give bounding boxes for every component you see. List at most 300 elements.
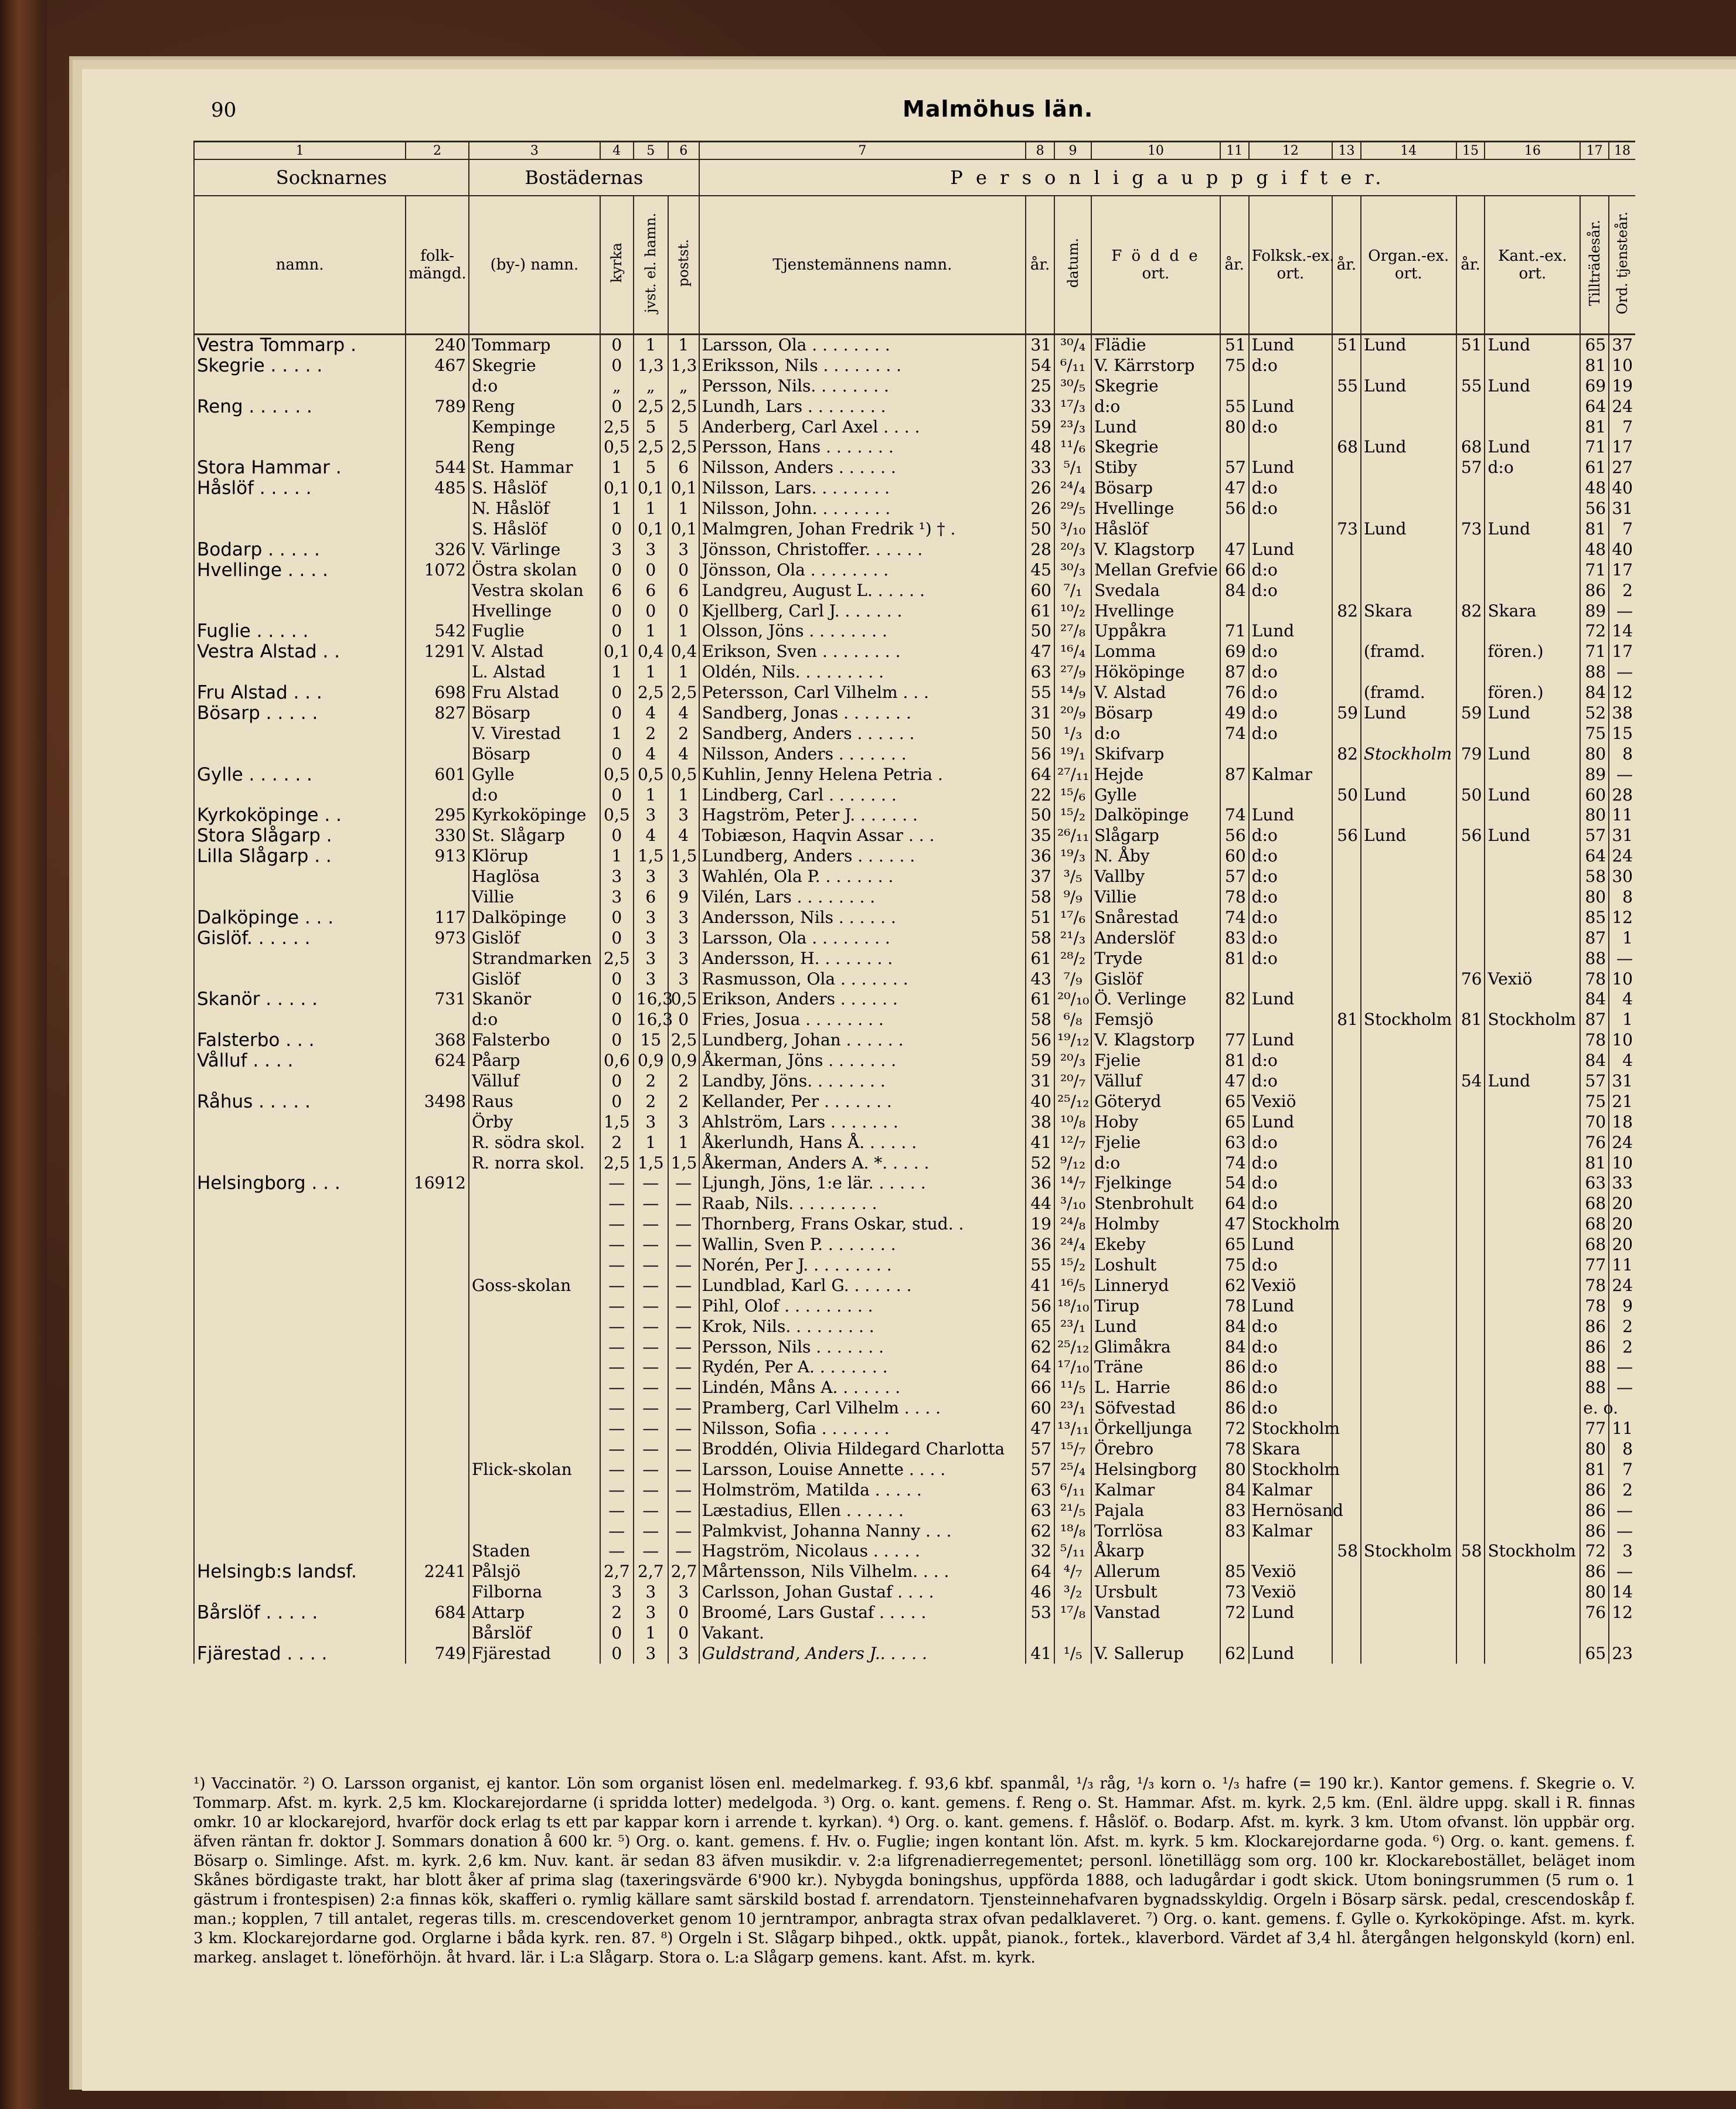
table-cell	[194, 1357, 406, 1378]
table-cell: Stockholm	[1361, 1541, 1456, 1562]
table-cell: 68	[1456, 437, 1485, 458]
parish-register-table	[193, 141, 1635, 1664]
table-cell: —	[634, 1275, 668, 1296]
table-cell: 0	[600, 334, 634, 355]
table-cell: 59	[1026, 1051, 1054, 1071]
table-cell	[1361, 1480, 1456, 1500]
table-row	[194, 1030, 1635, 1051]
table-cell	[194, 601, 406, 621]
table-cell: 36	[1026, 1173, 1054, 1194]
table-cell: V. Alstad	[469, 642, 600, 662]
table-cell: Göteryd	[1091, 1091, 1220, 1112]
header-folksk-ar: år.	[1220, 196, 1249, 334]
table-cell: 31	[1026, 334, 1054, 355]
table-cell: d:o	[1249, 1051, 1332, 1071]
table-cell: 86	[1580, 580, 1609, 601]
table-cell: Hvellinge . . . .	[194, 560, 406, 580]
table-cell	[406, 1459, 469, 1480]
table-cell: ²⁶/₁₁	[1054, 826, 1091, 846]
table-cell: ¹⁹/₃	[1054, 846, 1091, 867]
table-cell: Pihl, Olof . . . . . . . . .	[699, 1296, 1026, 1316]
table-cell: ¹⁹/₁₂	[1054, 1030, 1091, 1051]
table-cell	[1361, 948, 1456, 969]
table-cell	[1361, 1582, 1456, 1603]
table-cell: —	[1609, 662, 1635, 683]
table-cell: ¹⁰/₂	[1054, 601, 1091, 621]
table-cell: 0,9	[634, 1051, 668, 1071]
table-cell: ²⁸/₂	[1054, 948, 1091, 969]
table-cell: Petersson, Carl Vilhelm . . .	[699, 683, 1026, 703]
table-cell	[1332, 580, 1361, 601]
table-row	[194, 621, 1635, 642]
table-cell: 49	[1220, 703, 1249, 724]
table-cell: 88	[1580, 1378, 1609, 1398]
table-cell: Lund	[1249, 1235, 1332, 1255]
table-cell: Vakant.	[699, 1623, 1026, 1644]
table-cell: 3	[668, 539, 699, 560]
table-cell: ⁵/₁₁	[1054, 1541, 1091, 1562]
table-cell	[469, 1521, 600, 1541]
table-cell: ⁶/₁₁	[1054, 355, 1091, 376]
header-ord-tjenstear-label: Ord. tjensteår.	[1614, 211, 1631, 314]
table-cell: Tommarp	[469, 334, 600, 355]
table-cell: Lundblad, Karl G. . . . . . .	[699, 1275, 1026, 1296]
table-cell	[1456, 1562, 1485, 1582]
table-cell	[1361, 846, 1456, 867]
column-number: 14	[1361, 142, 1456, 160]
table-cell	[1332, 1132, 1361, 1153]
table-cell	[406, 1623, 469, 1644]
table-cell: Stockholm	[1249, 1419, 1332, 1439]
table-cell: 51	[1456, 334, 1485, 355]
table-row	[194, 601, 1635, 621]
table-cell: 15	[634, 1030, 668, 1051]
table-row	[194, 1316, 1635, 1337]
table-cell: Bårslöf . . . . .	[194, 1603, 406, 1623]
table-cell	[1456, 560, 1485, 580]
table-cell	[1332, 662, 1361, 683]
table-cell: 63	[1026, 1500, 1054, 1521]
header-fodd-ar: år.	[1026, 196, 1054, 334]
table-cell	[194, 744, 406, 764]
table-cell: —	[668, 1398, 699, 1419]
table-cell	[1485, 887, 1580, 908]
table-cell: fören.)	[1485, 683, 1580, 703]
table-cell: 56	[1456, 826, 1485, 846]
table-cell	[1361, 1030, 1456, 1051]
table-cell: 20	[1609, 1214, 1635, 1235]
table-cell: 5	[668, 417, 699, 437]
table-cell: 89	[1580, 764, 1609, 785]
table-cell: d:o	[1249, 1132, 1332, 1153]
table-cell: ²⁵/₁₂	[1054, 1091, 1091, 1112]
table-cell	[406, 580, 469, 601]
table-cell: 74	[1220, 907, 1249, 928]
table-cell: 61	[1026, 601, 1054, 621]
table-cell: Hejde	[1091, 764, 1220, 785]
table-cell: 89	[1580, 601, 1609, 621]
table-cell: ¹/₅	[1054, 1644, 1091, 1664]
table-cell: Reng	[469, 437, 600, 458]
table-cell: Örby	[469, 1112, 600, 1132]
table-cell: 2	[668, 1071, 699, 1092]
table-cell: 28	[1609, 785, 1635, 805]
table-cell: 3	[634, 1603, 668, 1623]
table-cell: 789	[406, 396, 469, 417]
table-cell: 37	[1609, 334, 1635, 355]
table-cell	[1485, 764, 1580, 785]
table-cell: —	[668, 1439, 699, 1460]
table-row	[194, 969, 1635, 989]
table-cell	[1456, 1051, 1485, 1071]
table-cell	[469, 1480, 600, 1500]
table-cell	[1485, 499, 1580, 519]
table-cell	[1361, 417, 1456, 437]
table-cell: 2,5	[600, 417, 634, 437]
table-cell	[1456, 642, 1485, 662]
table-cell: Tryde	[1091, 948, 1220, 969]
table-cell	[1332, 683, 1361, 703]
table-cell: 76	[1580, 1132, 1609, 1153]
table-cell: Staden	[469, 1541, 600, 1562]
table-cell	[1456, 1112, 1485, 1132]
table-cell	[1332, 1112, 1361, 1132]
header-socknarnes: Socknarnes	[194, 159, 469, 196]
table-cell: Lund	[1249, 396, 1332, 417]
table-cell	[1456, 355, 1485, 376]
table-cell	[1332, 355, 1361, 376]
header-postst	[668, 196, 699, 334]
table-cell	[469, 1194, 600, 1214]
table-cell: d:o	[1249, 1071, 1332, 1092]
table-cell	[406, 417, 469, 437]
table-cell	[469, 1316, 600, 1337]
table-cell: Malmgren, Johan Fredrik ¹) † .	[699, 519, 1026, 540]
table-cell: 0	[600, 1071, 634, 1092]
table-cell: Carlsson, Johan Gustaf . . . .	[699, 1582, 1026, 1603]
table-cell: Pajala	[1091, 1500, 1220, 1521]
table-cell: ²⁰/₉	[1054, 703, 1091, 724]
table-cell: 20	[1609, 1235, 1635, 1255]
table-cell: d:o	[1249, 1398, 1332, 1419]
table-cell: ¹¹/₅	[1054, 1378, 1091, 1398]
table-cell	[1332, 499, 1361, 519]
table-cell: 0,5	[600, 805, 634, 826]
table-cell	[1361, 1562, 1456, 1582]
column-number-row	[194, 142, 1635, 160]
table-cell: d:o	[469, 376, 600, 396]
table-cell	[1332, 642, 1361, 662]
table-cell: 56	[1026, 1296, 1054, 1316]
table-cell: 1,5	[634, 846, 668, 867]
table-cell: Gislöf	[469, 928, 600, 948]
table-cell	[1485, 1480, 1580, 1500]
table-cell: 2,5	[668, 683, 699, 703]
table-cell: ³/₂	[1054, 1582, 1091, 1603]
table-cell: Rydén, Per A. . . . . . . .	[699, 1357, 1026, 1378]
table-cell	[1332, 989, 1361, 1010]
table-cell: Lund	[1361, 703, 1456, 724]
table-row	[194, 764, 1635, 785]
table-row	[194, 683, 1635, 703]
table-cell: 66	[1026, 1378, 1054, 1398]
table-cell	[469, 1378, 600, 1398]
table-cell: Haglösa	[469, 867, 600, 887]
column-number: 12	[1249, 142, 1332, 160]
table-cell: d:o	[1249, 499, 1332, 519]
table-cell: 47	[1220, 1071, 1249, 1092]
table-cell: Lund	[1249, 805, 1332, 826]
table-row	[194, 928, 1635, 948]
table-cell: Linneryd	[1091, 1275, 1220, 1296]
table-cell: 84	[1580, 1051, 1609, 1071]
table-cell: 1	[668, 499, 699, 519]
table-cell: S. Håslöf	[469, 478, 600, 499]
table-cell: 64	[1580, 396, 1609, 417]
table-cell: 55	[1332, 376, 1361, 396]
table-cell: 0,1	[668, 519, 699, 540]
table-cell: 51	[1332, 334, 1361, 355]
table-cell: Falsterbo	[469, 1030, 600, 1051]
table-cell: Kyrkoköpinge . .	[194, 805, 406, 826]
table-cell	[194, 1541, 406, 1562]
table-cell: 0	[668, 601, 699, 621]
table-cell: Goss-skolan	[469, 1275, 600, 1296]
table-cell	[1361, 907, 1456, 928]
table-cell	[1332, 1521, 1361, 1541]
table-cell: 12	[1609, 1603, 1635, 1623]
table-cell: Lund	[1249, 1644, 1332, 1664]
table-row	[194, 539, 1635, 560]
column-number: 15	[1456, 142, 1485, 160]
header-folksk-ort	[1249, 196, 1335, 334]
table-cell: N. Åby	[1091, 846, 1220, 867]
table-cell: 84	[1220, 1316, 1249, 1337]
column-number: 18	[1609, 142, 1635, 160]
table-cell: 14	[1609, 621, 1635, 642]
table-cell: 76	[1456, 969, 1485, 989]
table-cell: 3	[668, 1644, 699, 1664]
table-cell: Landgreu, August L. . . . . .	[699, 580, 1026, 601]
table-cell: 3	[634, 907, 668, 928]
table-cell: d:o	[1249, 907, 1332, 928]
table-cell: 1,5	[668, 1153, 699, 1173]
table-cell: 16,3	[634, 1010, 668, 1030]
table-cell: Nilsson, Anders . . . . . . .	[699, 744, 1026, 764]
table-cell: Norén, Per J. . . . . . . . .	[699, 1255, 1026, 1276]
table-cell	[194, 1419, 406, 1439]
table-cell: 73	[1220, 1582, 1249, 1603]
table-cell: 0	[600, 601, 634, 621]
table-cell: 77	[1220, 1030, 1249, 1051]
table-cell	[1220, 519, 1249, 540]
table-cell	[1485, 723, 1580, 744]
table-row	[194, 580, 1635, 601]
table-cell	[1332, 1235, 1361, 1255]
table-cell: 542	[406, 621, 469, 642]
header-organ-ar: år.	[1332, 196, 1361, 334]
table-cell	[469, 1337, 600, 1357]
table-cell: —	[1609, 1521, 1635, 1541]
table-cell: 81	[1220, 1051, 1249, 1071]
table-cell: 57	[1026, 1439, 1054, 1460]
table-cell	[1361, 1091, 1456, 1112]
table-cell: 31	[1026, 703, 1054, 724]
table-cell: „	[668, 376, 699, 396]
table-cell	[469, 1357, 600, 1378]
table-cell: Skegrie	[1091, 437, 1220, 458]
table-cell	[1361, 1357, 1456, 1378]
table-cell: Kellander, Per . . . . . . .	[699, 1091, 1026, 1112]
table-row	[194, 1091, 1635, 1112]
table-cell: Stora Hammar .	[194, 458, 406, 478]
table-cell	[406, 499, 469, 519]
table-cell: 68	[1580, 1235, 1609, 1255]
table-cell	[406, 1500, 469, 1521]
table-cell	[406, 601, 469, 621]
table-cell	[1456, 846, 1485, 867]
table-cell	[406, 1255, 469, 1276]
table-cell: 240	[406, 334, 469, 355]
table-cell	[1361, 805, 1456, 826]
table-cell: 0,5	[634, 764, 668, 785]
table-cell: 24	[1609, 1275, 1635, 1296]
table-cell: Vexiö	[1249, 1275, 1332, 1296]
table-cell: 0,4	[634, 642, 668, 662]
table-cell: 52	[1026, 1153, 1054, 1173]
table-cell: Femsjö	[1091, 1010, 1220, 1030]
table-cell	[1485, 539, 1580, 560]
table-cell	[1456, 1357, 1485, 1378]
table-cell: 14	[1609, 1582, 1635, 1603]
table-cell	[406, 1071, 469, 1092]
table-cell: —	[634, 1419, 668, 1439]
table-cell	[1361, 499, 1456, 519]
table-cell: 78	[1220, 1296, 1249, 1316]
table-cell: 1	[668, 785, 699, 805]
table-cell: ⁷/₉	[1054, 969, 1091, 989]
table-cell: Strandmarken	[469, 948, 600, 969]
table-cell: Ahlström, Lars . . . . . . .	[699, 1112, 1026, 1132]
table-cell: Skegrie	[469, 355, 600, 376]
table-cell: 36	[1026, 1235, 1054, 1255]
table-cell: ¹⁶/₄	[1054, 642, 1091, 662]
table-cell: 11	[1609, 805, 1635, 826]
table-cell	[1361, 662, 1456, 683]
table-cell	[194, 1010, 406, 1030]
table-cell: —	[634, 1357, 668, 1378]
table-cell: d:o	[1249, 355, 1332, 376]
table-cell	[1456, 948, 1485, 969]
table-row	[194, 662, 1635, 683]
table-cell	[194, 1439, 406, 1460]
table-cell: 87	[1580, 928, 1609, 948]
table-cell	[1456, 1296, 1485, 1316]
table-cell	[194, 867, 406, 887]
table-cell: Villie	[469, 887, 600, 908]
table-cell: d:o	[1091, 723, 1220, 744]
table-cell: Palmkvist, Johanna Nanny . . .	[699, 1521, 1026, 1541]
header-fodd-datum	[1054, 196, 1091, 334]
table-row	[194, 1296, 1635, 1316]
table-cell	[1456, 1419, 1485, 1439]
table-cell	[1332, 1030, 1361, 1051]
table-cell: 50	[1332, 785, 1361, 805]
table-cell: Söfvestad	[1091, 1398, 1220, 1419]
table-cell: 6	[634, 580, 668, 601]
table-cell: 63	[1026, 662, 1054, 683]
table-row	[194, 1480, 1635, 1500]
table-cell: 72	[1580, 621, 1609, 642]
table-cell: Tirup	[1091, 1296, 1220, 1316]
table-cell: 86	[1580, 1521, 1609, 1541]
table-cell: 75	[1220, 355, 1249, 376]
table-cell: Lund	[1485, 785, 1580, 805]
table-cell: ¹⁵/₆	[1054, 785, 1091, 805]
table-cell: Gislöf. . . . . .	[194, 928, 406, 948]
table-cell: —	[1609, 764, 1635, 785]
table-cell: 4	[668, 703, 699, 724]
table-cell: 80	[1220, 417, 1249, 437]
table-cell: 43	[1026, 969, 1054, 989]
table-cell: R. norra skol.	[469, 1153, 600, 1173]
table-cell: Gylle	[1091, 785, 1220, 805]
table-cell: 3	[668, 928, 699, 948]
table-cell: 1	[1609, 1010, 1635, 1030]
table-cell: Ljungh, Jöns, 1:e lär. . . . . .	[699, 1173, 1026, 1194]
table-cell: ²⁵/₄	[1054, 1459, 1091, 1480]
table-cell	[1361, 458, 1456, 478]
table-cell: 37	[1026, 867, 1054, 887]
table-cell: 2,5	[600, 1153, 634, 1173]
table-cell: 295	[406, 805, 469, 826]
table-cell	[1456, 1030, 1485, 1051]
header-namn: namn.	[194, 196, 406, 334]
table-cell: d:o	[1249, 662, 1332, 683]
table-cell: 1	[634, 334, 668, 355]
table-cell: 47	[1220, 539, 1249, 560]
table-cell: 41	[1026, 1275, 1054, 1296]
table-cell: Stenbrohult	[1091, 1194, 1220, 1214]
table-row	[194, 1112, 1635, 1132]
header-tjenstemannens-namn: Tjenstemännens namn.	[699, 196, 1026, 334]
table-cell: —	[668, 1500, 699, 1521]
table-cell: Bårslöf	[469, 1623, 600, 1644]
table-cell: R. södra skol.	[469, 1132, 600, 1153]
table-cell: 82	[1332, 601, 1361, 621]
table-row	[194, 948, 1635, 969]
table-cell: 50	[1026, 723, 1054, 744]
table-cell: Helsingborg . . .	[194, 1173, 406, 1194]
table-cell	[406, 1357, 469, 1378]
table-cell: Landby, Jöns. . . . . . . .	[699, 1071, 1026, 1092]
header-bynamn: (by-) namn.	[469, 196, 600, 334]
table-cell: —	[634, 1480, 668, 1500]
table-cell: 80	[1580, 1582, 1609, 1603]
table-cell	[1361, 1644, 1456, 1664]
table-cell: (framd.	[1361, 642, 1456, 662]
table-cell: 2,7	[634, 1562, 668, 1582]
table-cell: Hoby	[1091, 1112, 1220, 1132]
table-cell: 74	[1220, 1153, 1249, 1173]
table-cell	[1456, 989, 1485, 1010]
table-cell: Håslöf . . . . .	[194, 478, 406, 499]
table-cell: —	[668, 1378, 699, 1398]
table-cell: N. Håslöf	[469, 499, 600, 519]
table-cell: Lund	[1361, 437, 1456, 458]
table-cell: 0,6	[600, 1051, 634, 1071]
table-cell: 71	[1580, 642, 1609, 662]
